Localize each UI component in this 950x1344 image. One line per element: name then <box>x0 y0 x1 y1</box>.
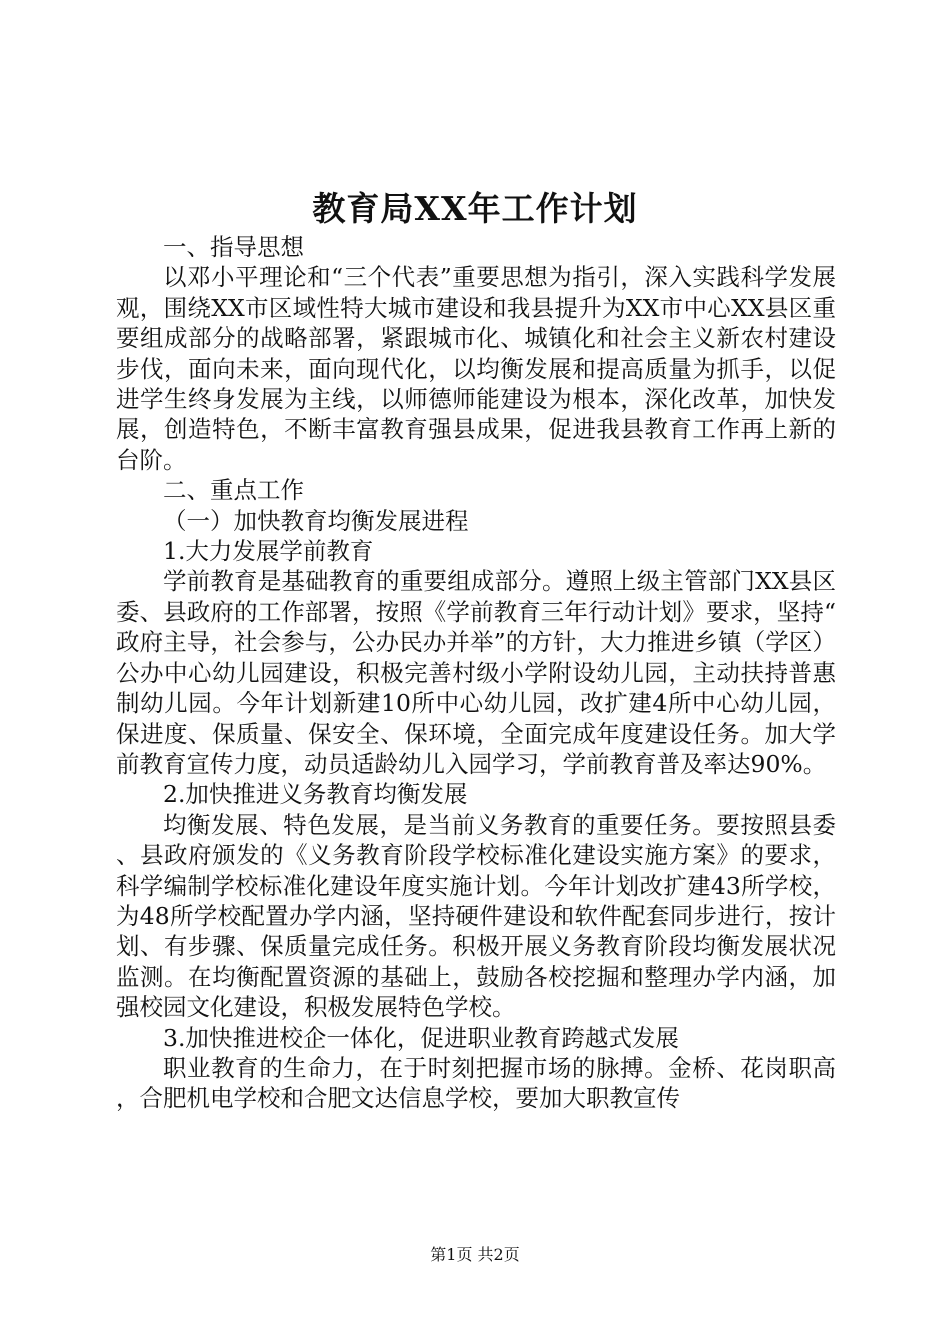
section-heading-guiding-thought: 一、指导思想 <box>163 233 304 261</box>
paragraph-preschool: 学前教育是基础教育的重要组成部分。遵照上级主管部门XX县区委、县政府的工作部署，按照《学前教育三年行动计划》要求，坚持“政府主导，社会参与，公办民办并举”的方针，大力推进乡镇（学区）公办中心幼儿园建设，积极完善村级小学附设幼儿园，主动扶持普惠制幼儿园。今年计划新建10所中心幼儿园，改扩建4所中心幼儿园，保进度、保质量、保安全、保环境，全面完成年度建设任务。加大学前教育宣传力度，动员适龄幼儿入园学习，学前教育普及率达90%。 <box>116 567 836 778</box>
page-footer: 第1页 共2页 <box>430 1245 520 1264</box>
section-heading-key-work: 二、重点工作 <box>163 476 304 505</box>
item-heading-compulsory-education: 2.加快推进义务教育均衡发展 <box>163 780 468 809</box>
document-title: 教育局XX年工作计划 <box>312 189 638 228</box>
subsection-heading-balanced-development: （一）加快教育均衡发展进程 <box>163 506 469 535</box>
item-heading-vocational-education: 3.加快推进校企一体化，促进职业教育跨越式发展 <box>163 1023 679 1052</box>
item-heading-preschool: 1.大力发展学前教育 <box>163 537 374 566</box>
paragraph-compulsory-education: 均衡发展、特色发展，是当前义务教育的重要任务。要按照县委、县政府颁发的《义务教育阶段学校标准化建设实施方案》的要求，科学编制学校标准化建设年度实施计划。今年计划改扩建43所学校，为48所学校配置办学内涵，坚持硬件建设和软件配套同步进行，按计划、有步骤、保质量完成任务。积极开展义务教育阶段均衡发展状况监测。在均衡配置资源的基础上，鼓励各校挖掘和整理办学内涵，加强校园文化建设，积极发展特色学校。 <box>116 810 836 1022</box>
document-body <box>116 232 836 1114</box>
paragraph-guiding-thought: 以邓小平理论和“三个代表”重要思想为指引，深入实践科学发展观，围绕XX市区域性特大城市建设和我县提升为XX市中心XX县区重要组成部分的战略部署，紧跟城市化、城镇化和社会主义新农村建设步伐，面向未来，面向现代化，以均衡发展和提高质量为抓手，以促进学生终身发展为主线，以师德师能建设为根本，深化改革，加快发展，创造特色，不断丰富教育强县成果，促进我县教育工作再上新的台阶。 <box>116 263 836 474</box>
paragraph-vocational-education: 职业教育的生命力，在于时刻把握市场的脉搏。金桥、花岗职高，合肥机电学校和合肥文达信息学校，要加大职教宣传 <box>116 1053 836 1113</box>
